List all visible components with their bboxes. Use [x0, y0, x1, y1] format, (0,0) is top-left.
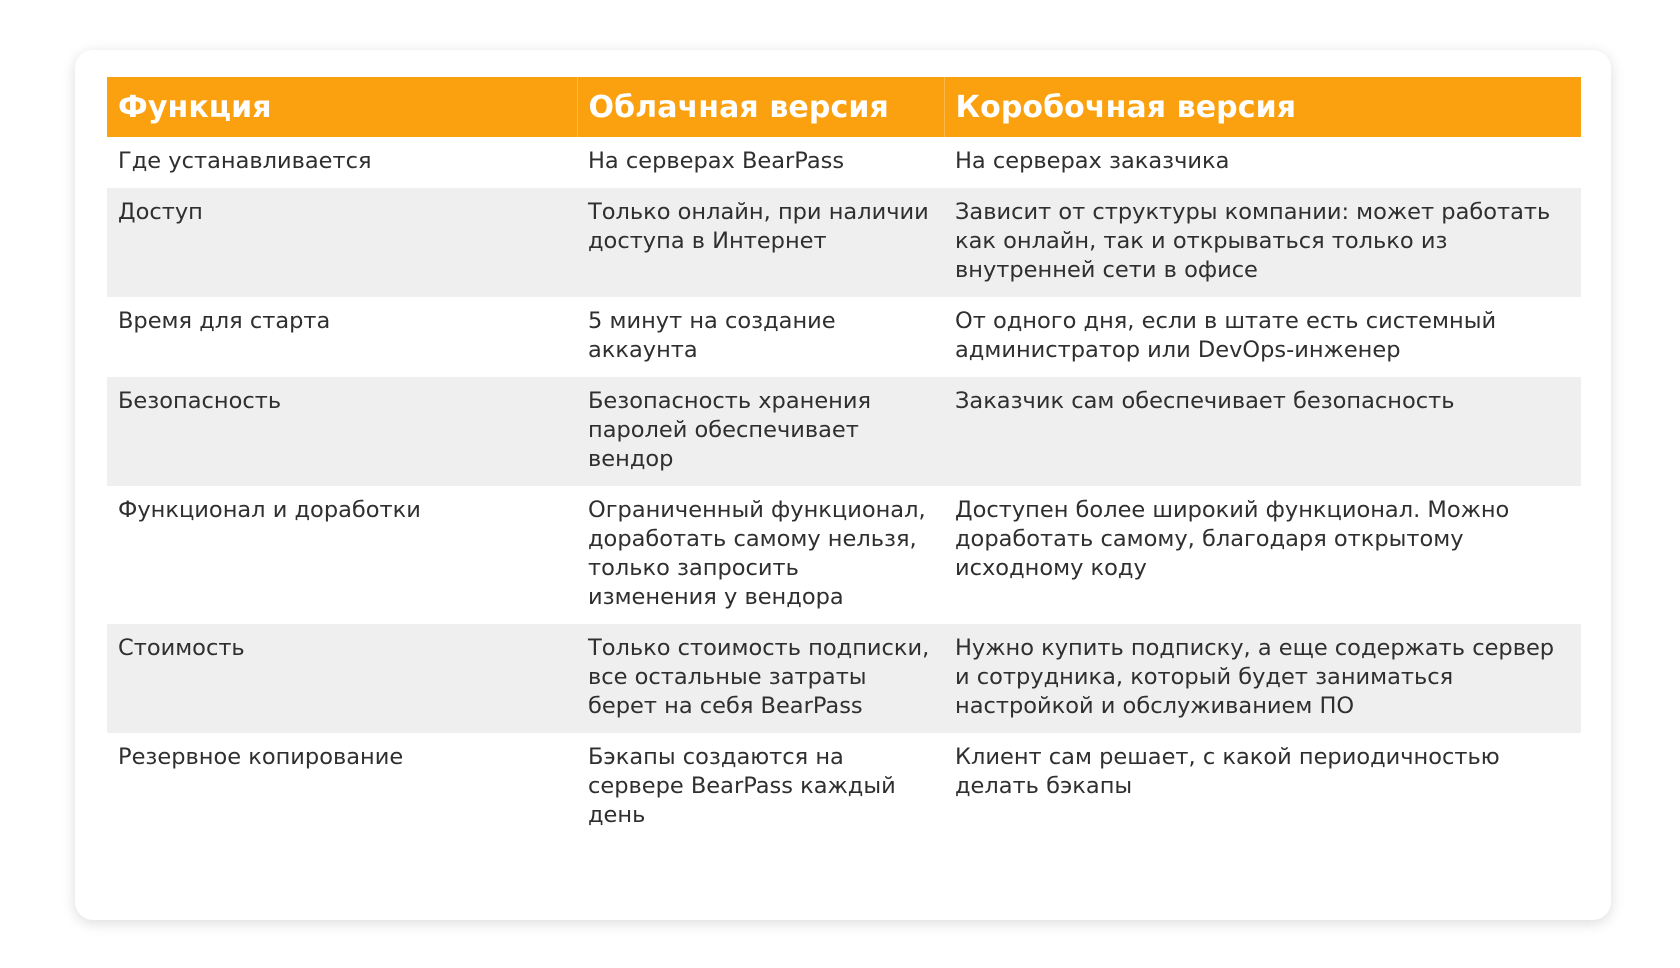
- row-cloud-cell: Безопасность хранения паролей обеспечивает вендор: [588, 388, 872, 472]
- table-row: [107, 624, 1581, 733]
- row-boxed-cell: Зависит от структуры компании: может работать как онлайн, так и открываться только из внутренней сети в офисе: [955, 199, 1551, 283]
- row-cloud-cell: Бэкапы создаются на сервере BearPass каждый день: [588, 744, 896, 828]
- row-function-cell: Резервное копирование: [118, 744, 404, 770]
- comparison-card: [75, 50, 1611, 920]
- table-row: [107, 297, 1581, 377]
- table-row: [107, 188, 1581, 297]
- row-function-cell: Время для старта: [118, 308, 331, 334]
- table-row: [107, 486, 1581, 624]
- row-cloud-cell: Ограниченный функционал, доработать самому нельзя, только запросить изменения у вендора: [588, 497, 926, 610]
- row-cloud-cell: Только онлайн, при наличии доступа в Интернет: [588, 199, 929, 254]
- header-cloud-version: Облачная версия: [577, 77, 944, 137]
- row-function-cell: Где устанавливается: [118, 148, 372, 174]
- row-function-cell: Функционал и доработки: [118, 497, 421, 523]
- table-row: [107, 733, 1581, 842]
- row-boxed-cell: Доступен более широкий функционал. Можно доработать самому, благодаря открытому исходному коду: [955, 497, 1510, 581]
- table-row: [107, 137, 1581, 188]
- comparison-table: [107, 77, 1581, 842]
- row-boxed-cell: Заказчик сам обеспечивает безопасность: [955, 388, 1455, 414]
- header-boxed-version: Коробочная версия: [944, 77, 1581, 137]
- row-cloud-cell: На серверах BearPass: [588, 148, 845, 174]
- table-row: [107, 377, 1581, 486]
- row-function-cell: Стоимость: [118, 635, 245, 661]
- row-cloud-cell: 5 минут на создание аккаунта: [588, 308, 836, 363]
- header-function: Функция: [118, 89, 272, 125]
- row-boxed-cell: Клиент сам решает, с какой периодичностью делать бэкапы: [955, 744, 1500, 799]
- table-header-row: [107, 77, 1581, 137]
- row-boxed-cell: Нужно купить подписку, а еще содержать сервер и сотрудника, который будет заниматься настройкой и обслуживанием ПО: [955, 635, 1555, 719]
- row-boxed-cell: От одного дня, если в штате есть системный администратор или DevOps-инженер: [955, 308, 1497, 363]
- row-function-cell: Доступ: [118, 199, 203, 225]
- row-boxed-cell: На серверах заказчика: [955, 148, 1230, 174]
- row-function-cell: Безопасность: [118, 388, 282, 414]
- row-cloud-cell: Только стоимость подписки, все остальные затраты берет на себя BearPass: [588, 635, 930, 719]
